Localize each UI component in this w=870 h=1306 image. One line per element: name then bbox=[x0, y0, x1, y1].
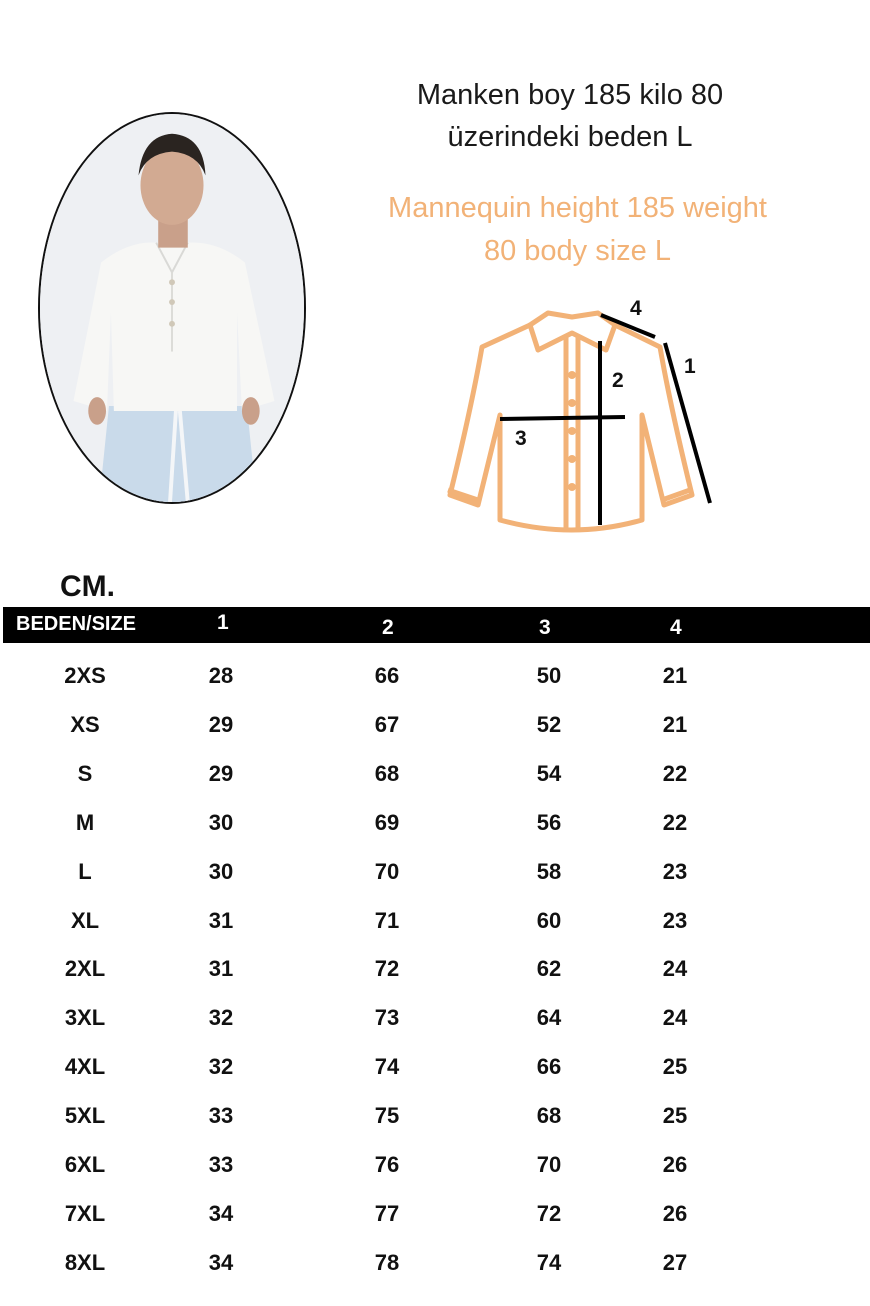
size-cell: L bbox=[78, 858, 92, 884]
measure-cell-3: 56 bbox=[536, 809, 562, 835]
measure-cell-1: 31 bbox=[208, 907, 234, 933]
measure-cell-4: 24 bbox=[662, 956, 688, 982]
measure-cell-1: 31 bbox=[208, 956, 234, 982]
measure-cell-2: 74 bbox=[374, 1054, 400, 1080]
measure-cell-4: 24 bbox=[662, 1005, 688, 1031]
header-1: 1 bbox=[217, 611, 229, 634]
measure-cell-3: 68 bbox=[536, 1103, 562, 1129]
measure-cell-3: 66 bbox=[536, 1054, 562, 1080]
measure-cell-2: 76 bbox=[374, 1152, 400, 1177]
title-tr-line-2: üzerindeki beden L bbox=[447, 121, 693, 153]
measure-cell-2: 77 bbox=[374, 1200, 400, 1226]
shirt-measurement-diagram bbox=[420, 285, 740, 555]
measure-cell-4: 21 bbox=[662, 711, 688, 737]
header-4: 4 bbox=[670, 616, 682, 639]
measure-cell-2: 70 bbox=[374, 858, 400, 884]
table-row bbox=[0, 1152, 870, 1182]
shirt-buttons bbox=[568, 371, 576, 491]
diagram-label-2: 2 bbox=[612, 369, 624, 392]
measure-cell-2: 78 bbox=[374, 1249, 400, 1275]
diagram-label-1: 1 bbox=[684, 355, 696, 378]
measure-cell-4: 26 bbox=[662, 1152, 688, 1177]
size-cell: 7XL bbox=[64, 1200, 106, 1226]
measure-cell-2: 72 bbox=[374, 956, 400, 982]
table-row bbox=[0, 761, 870, 791]
measure-cell-3: 64 bbox=[536, 1005, 562, 1031]
measure-cell-1: 34 bbox=[208, 1249, 234, 1275]
measure-cell-1: 33 bbox=[208, 1152, 234, 1177]
measure-cell-3: 70 bbox=[536, 1152, 562, 1177]
table-row bbox=[0, 810, 870, 840]
measure-cell-1: 28 bbox=[208, 663, 234, 688]
measure-cell-1: 29 bbox=[208, 711, 234, 737]
unit-label: CM. bbox=[60, 570, 115, 603]
table-row bbox=[0, 1054, 870, 1084]
table-row bbox=[0, 956, 870, 986]
measure-cell-3: 72 bbox=[536, 1200, 562, 1226]
header-size: BEDEN/SIZE bbox=[16, 613, 137, 635]
measure-cell-3: 58 bbox=[536, 858, 562, 884]
diagram-label-4: 4 bbox=[630, 297, 642, 320]
model-photo bbox=[38, 112, 306, 504]
size-cell: 4XL bbox=[64, 1054, 106, 1080]
measure-cell-4: 26 bbox=[662, 1200, 688, 1226]
measure-cell-2: 67 bbox=[374, 711, 400, 737]
table-row bbox=[0, 1005, 870, 1035]
measure-cell-1: 33 bbox=[208, 1103, 234, 1129]
measure-cell-3: 52 bbox=[536, 711, 562, 737]
size-cell: 5XL bbox=[64, 1103, 106, 1129]
title-en-line-2: 80 body size L bbox=[483, 235, 671, 267]
measure-cell-4: 25 bbox=[662, 1103, 688, 1129]
measure-cell-1: 32 bbox=[208, 1005, 234, 1031]
measure-cell-4: 23 bbox=[662, 907, 688, 933]
size-cell: 6XL bbox=[64, 1152, 106, 1177]
measure-cell-2: 68 bbox=[374, 760, 400, 786]
measure-cell-4: 22 bbox=[662, 809, 688, 835]
size-cell: 2XL bbox=[64, 956, 106, 982]
measure-cell-4: 23 bbox=[662, 858, 688, 884]
table-row bbox=[0, 908, 870, 938]
measure-cell-1: 29 bbox=[208, 760, 234, 786]
measure-cell-4: 21 bbox=[662, 663, 688, 688]
measure-cell-2: 69 bbox=[374, 809, 400, 835]
measure-cell-3: 50 bbox=[536, 663, 562, 688]
measure-cell-2: 73 bbox=[374, 1005, 400, 1031]
size-cell: 3XL bbox=[64, 1005, 106, 1031]
header-2: 2 bbox=[382, 616, 394, 639]
measure-cell-3: 54 bbox=[536, 760, 562, 786]
size-cell: 8XL bbox=[64, 1249, 106, 1275]
size-cell: XL bbox=[70, 907, 100, 933]
measure-cell-1: 32 bbox=[208, 1054, 234, 1080]
size-cell: S bbox=[77, 760, 93, 786]
title-en-line-1: Mannequin height 185 weight bbox=[388, 192, 767, 224]
measure-cell-1: 34 bbox=[208, 1200, 234, 1226]
table-row bbox=[0, 1103, 870, 1133]
measure-cell-2: 75 bbox=[374, 1103, 400, 1129]
measure-cell-4: 27 bbox=[662, 1249, 688, 1275]
shirt-outline-icon bbox=[448, 313, 692, 530]
table-row bbox=[0, 712, 870, 742]
measure-cell-3: 60 bbox=[536, 907, 562, 933]
header-3: 3 bbox=[539, 616, 551, 639]
table-row bbox=[0, 1201, 870, 1231]
measure-cell-4: 25 bbox=[662, 1054, 688, 1080]
table-row bbox=[0, 663, 870, 693]
size-cell: M bbox=[75, 809, 95, 835]
measure-cell-3: 62 bbox=[536, 956, 562, 982]
size-cell: 2XS bbox=[64, 663, 106, 688]
table-row bbox=[0, 859, 870, 889]
measure-cell-2: 71 bbox=[374, 907, 400, 933]
measure-cell-4: 22 bbox=[662, 760, 688, 786]
model-illustration bbox=[40, 114, 304, 502]
measure-cell-1: 30 bbox=[208, 858, 234, 884]
size-cell: XS bbox=[70, 711, 100, 737]
diagram-label-3: 3 bbox=[515, 427, 527, 450]
chest-line bbox=[500, 417, 625, 419]
title-tr-line-1: Manken boy 185 kilo 80 bbox=[416, 79, 724, 111]
table-row bbox=[0, 1250, 870, 1280]
measure-cell-3: 74 bbox=[536, 1249, 562, 1275]
measure-cell-1: 30 bbox=[208, 809, 234, 835]
measure-cell-2: 66 bbox=[374, 663, 400, 688]
